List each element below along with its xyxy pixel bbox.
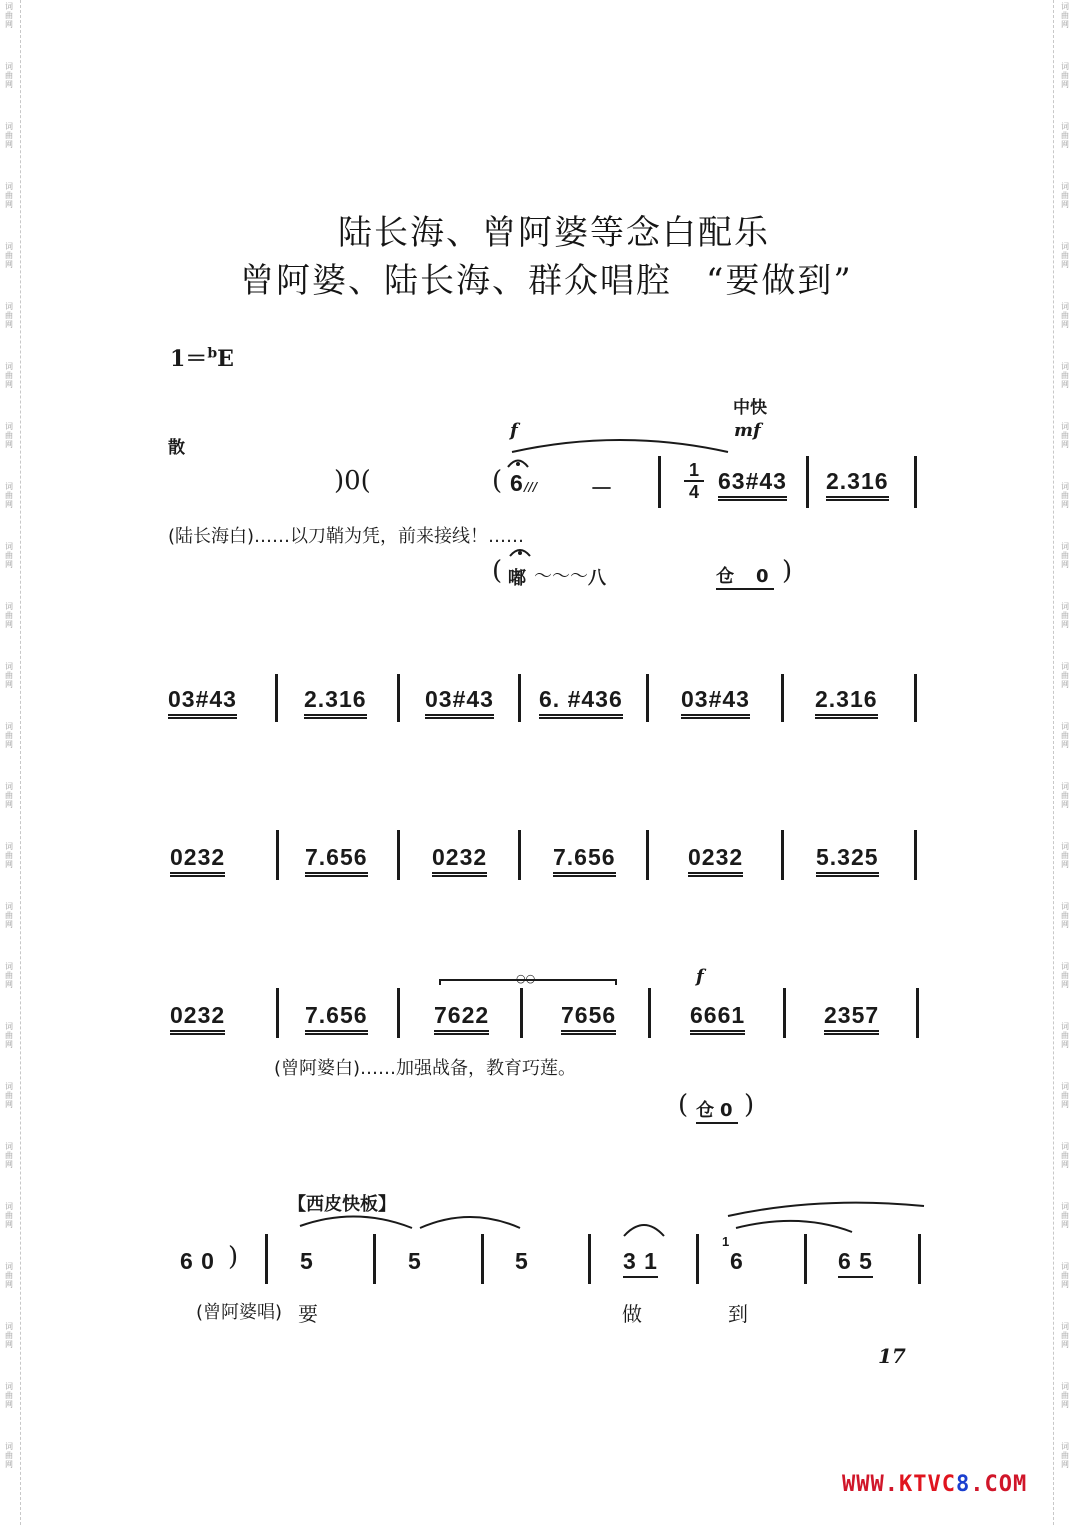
watermark-char: 曲 <box>1061 251 1069 260</box>
time-sig-numerator: 1 <box>684 460 704 482</box>
watermark-char: 词 <box>5 1322 13 1331</box>
watermark-char: 词 <box>1061 1262 1069 1271</box>
perc-open-paren: ( <box>492 556 503 586</box>
barline <box>918 1234 921 1284</box>
watermark-char: 词 <box>5 542 13 551</box>
tempo-mark: 中快 <box>733 398 767 418</box>
measure-l4-4: 7656 <box>561 1002 616 1035</box>
watermark-char: 曲 <box>1061 911 1069 920</box>
slur-5c <box>624 1225 664 1236</box>
fermata-dot-2 <box>518 551 522 555</box>
sustain-dash: － <box>590 475 614 501</box>
barline <box>914 830 917 880</box>
watermark-char: 词 <box>1061 2 1069 11</box>
watermark-char: 网 <box>1061 1340 1069 1349</box>
watermark-char: 网 <box>5 200 13 209</box>
perc-zero: 0 <box>756 566 769 587</box>
perc-du: 嘟 <box>508 568 526 589</box>
watermark-char: 曲 <box>1061 671 1069 680</box>
watermark-char: 网 <box>1061 200 1069 209</box>
measure-l4-1: 0232 <box>170 1002 225 1035</box>
watermark-char: 网 <box>1061 920 1069 929</box>
watermark-char: 网 <box>1061 320 1069 329</box>
slur-5b <box>420 1217 520 1228</box>
watermark-char: 词 <box>5 62 13 71</box>
measure-l2-6: 2.316 <box>815 686 878 719</box>
perc-cang-2: 仓 <box>696 1100 714 1121</box>
watermark-char: 词 <box>5 902 13 911</box>
barline <box>648 988 651 1038</box>
watermark-char: 网 <box>1061 1400 1069 1409</box>
watermark-char: 网 <box>1061 980 1069 989</box>
watermark-char: 词 <box>1061 62 1069 71</box>
watermark-char: 曲 <box>1061 431 1069 440</box>
barline <box>518 830 521 880</box>
grace-note: 1 <box>722 1234 731 1249</box>
measure-l3-6: 5.325 <box>816 844 879 877</box>
watermark-char: 网 <box>1061 560 1069 569</box>
watermark-char: 网 <box>5 140 13 149</box>
watermark-char: 网 <box>5 620 13 629</box>
watermark-char: 曲 <box>1061 131 1069 140</box>
measure-l5-1: 5 <box>300 1248 314 1274</box>
watermark-char: 词 <box>5 182 13 191</box>
dynamic-mf: mf <box>734 420 761 441</box>
intro-open-paren: ( <box>492 466 503 496</box>
watermark-char: 网 <box>1061 20 1069 29</box>
watermark-char: 词 <box>1061 962 1069 971</box>
perc-cang-group-2 <box>696 1096 738 1124</box>
measure-l2-2: 2.316 <box>304 686 367 719</box>
slur-5d <box>728 1203 924 1216</box>
dynamic-f-2: f <box>696 966 704 987</box>
watermark-char: 词 <box>1061 1142 1069 1151</box>
barline <box>658 456 661 508</box>
measure-l2-5: 03#43 <box>681 686 750 719</box>
watermark-char: 网 <box>5 1400 13 1409</box>
watermark-char: 词 <box>5 1082 13 1091</box>
watermark-char: 曲 <box>5 791 13 800</box>
site-ktvc: KTVC <box>898 1472 956 1497</box>
watermark-char: 词 <box>5 2 13 11</box>
watermark-char: 曲 <box>5 371 13 380</box>
fermata-dot-1 <box>516 462 520 466</box>
watermark-char: 曲 <box>1061 1331 1069 1340</box>
measure-l5-4: 3 1 <box>623 1248 658 1278</box>
watermark-char: 词 <box>1061 602 1069 611</box>
watermark-char: 词 <box>5 602 13 611</box>
lead-close-paren: ) <box>228 1242 239 1272</box>
section-label-xipi: 【西皮快板】 <box>288 1194 396 1215</box>
watermark-char: 网 <box>5 500 13 509</box>
watermark-char: 曲 <box>1061 1391 1069 1400</box>
watermark-char: 曲 <box>1061 1211 1069 1220</box>
watermark-char: 网 <box>1061 860 1069 869</box>
watermark-char: 网 <box>5 920 13 929</box>
watermark-char: 词 <box>1061 122 1069 131</box>
site-www: WWW. <box>842 1472 899 1497</box>
watermark-char: 曲 <box>5 71 13 80</box>
perc-ba: 八 <box>588 568 606 589</box>
watermark-char: 网 <box>1061 1460 1069 1469</box>
perc-roll: ～～～ <box>534 566 588 587</box>
watermark-char: 曲 <box>1061 731 1069 740</box>
watermark-char: 曲 <box>1061 1151 1069 1160</box>
watermark-char: 曲 <box>1061 551 1069 560</box>
singer-label: (曾阿婆唱) <box>196 1302 283 1323</box>
measure-l4-2: 7.656 <box>305 1002 368 1035</box>
fermata-note: 6 <box>510 470 524 496</box>
watermark-char: 曲 <box>5 131 13 140</box>
watermark-char: 网 <box>5 260 13 269</box>
watermark-char: 词 <box>1061 362 1069 371</box>
barline <box>275 674 278 722</box>
watermark-char: 词 <box>1061 902 1069 911</box>
barline <box>696 1234 699 1284</box>
watermark-char: 词 <box>5 722 13 731</box>
perc-cang: 仓 <box>716 566 734 587</box>
watermark-char: 曲 <box>1061 1271 1069 1280</box>
watermark-char: 网 <box>1061 440 1069 449</box>
measure-l2-4: 6. #436 <box>539 686 623 719</box>
watermark-char: 词 <box>1061 242 1069 251</box>
watermark-char: 曲 <box>5 1451 13 1460</box>
watermark-char: 网 <box>5 1340 13 1349</box>
watermark-char: 曲 <box>1061 71 1069 80</box>
watermark-char: 词 <box>1061 662 1069 671</box>
watermark-char: 词 <box>1061 1022 1069 1031</box>
page-number: 17 <box>878 1344 906 1368</box>
watermark-char: 网 <box>5 860 13 869</box>
site-com: .COM <box>970 1472 1028 1497</box>
watermark-char: 词 <box>1061 782 1069 791</box>
watermark-char: 词 <box>5 362 13 371</box>
watermark-char: 网 <box>5 1220 13 1229</box>
watermark-char: 词 <box>5 1442 13 1451</box>
watermark-char: 词 <box>5 1262 13 1271</box>
barline <box>588 1234 591 1284</box>
measure-l5-3: 5 <box>515 1248 529 1274</box>
slur-5a <box>300 1216 412 1228</box>
watermark-char: 曲 <box>5 671 13 680</box>
barline <box>646 830 649 880</box>
watermark-char: 曲 <box>5 1391 13 1400</box>
watermark-char: 曲 <box>5 1331 13 1340</box>
rubato-mark: 散 <box>168 438 185 458</box>
measure-l5-5: 6 <box>730 1248 744 1274</box>
watermark-char: 词 <box>5 782 13 791</box>
barline <box>806 456 809 508</box>
barline <box>916 988 919 1038</box>
watermark-char: 词 <box>1061 1382 1069 1391</box>
measure-l2-1: 03#43 <box>168 686 237 719</box>
watermark-char: 曲 <box>5 611 13 620</box>
watermark-char: 网 <box>5 560 13 569</box>
watermark-char: 曲 <box>5 1211 13 1220</box>
watermark-char: 词 <box>1061 482 1069 491</box>
title-line-2-right: “要做到” <box>706 261 853 301</box>
measure-l3-4: 7.656 <box>553 844 616 877</box>
watermark-char: 词 <box>5 842 13 851</box>
watermark-char: 网 <box>5 680 13 689</box>
watermark-char: 网 <box>5 1160 13 1169</box>
title-line-2-left: 曾阿婆、陆长海、群众唱腔 <box>240 261 672 301</box>
watermark-char: 曲 <box>1061 191 1069 200</box>
watermark-char: 曲 <box>1061 971 1069 980</box>
perc-cang-group <box>716 562 774 590</box>
barline <box>481 1234 484 1284</box>
watermark-char: 网 <box>1061 620 1069 629</box>
watermark-char: 词 <box>1061 422 1069 431</box>
watermark-char: 曲 <box>5 851 13 860</box>
barline <box>276 988 279 1038</box>
key-accidental: b <box>207 345 218 362</box>
watermark-char: 网 <box>5 20 13 29</box>
barline <box>781 674 784 722</box>
watermark-char: 网 <box>1061 140 1069 149</box>
watermark-char: 词 <box>5 1022 13 1031</box>
barline <box>646 674 649 722</box>
speech-zeng-apo: (曾阿婆白)……加强战备，教育巧莲。 <box>274 1058 577 1079</box>
barline <box>397 674 400 722</box>
watermark-char: 网 <box>5 1100 13 1109</box>
repeat-mark: ○○ <box>516 972 536 985</box>
watermark-char: 网 <box>1061 1280 1069 1289</box>
watermark-char: 词 <box>5 242 13 251</box>
barline <box>397 988 400 1038</box>
measure-l4-5: 6661 <box>690 1002 745 1035</box>
watermark-char: 曲 <box>5 551 13 560</box>
watermark-char: 曲 <box>1061 611 1069 620</box>
perc-open-paren-2: ( <box>678 1090 689 1120</box>
watermark-char: 曲 <box>5 1091 13 1100</box>
measure-l4-6: 2357 <box>824 1002 879 1035</box>
perc-close-paren: ) <box>782 556 793 586</box>
watermark-char: 曲 <box>5 431 13 440</box>
watermark-char: 网 <box>1061 800 1069 809</box>
watermark-char: 网 <box>1061 1160 1069 1169</box>
time-sig-denominator: 4 <box>688 482 699 502</box>
measure-l3-2: 7.656 <box>305 844 368 877</box>
watermark-char: 曲 <box>5 1151 13 1160</box>
watermark-char: 词 <box>1061 722 1069 731</box>
slur-intro <box>512 440 728 452</box>
watermark-char: 词 <box>1061 182 1069 191</box>
watermark-char: 词 <box>1061 842 1069 851</box>
watermark-char: 网 <box>5 440 13 449</box>
watermark-char: 曲 <box>1061 791 1069 800</box>
watermark-char: 词 <box>5 482 13 491</box>
watermark-char: 曲 <box>1061 311 1069 320</box>
watermark-char: 词 <box>1061 1202 1069 1211</box>
barline <box>914 456 917 508</box>
watermark-char: 网 <box>1061 1220 1069 1229</box>
intro-rest: )0( <box>334 466 371 496</box>
barline <box>781 830 784 880</box>
watermark-char: 网 <box>1061 680 1069 689</box>
watermark-char: 曲 <box>5 731 13 740</box>
watermark-char: 曲 <box>5 251 13 260</box>
watermark-char: 曲 <box>1061 11 1069 20</box>
watermark-char: 词 <box>5 302 13 311</box>
dynamic-f: f <box>510 420 518 441</box>
watermark-char: 曲 <box>5 191 13 200</box>
site-8: 8 <box>955 1472 971 1497</box>
watermark-char: 网 <box>5 740 13 749</box>
measure-l4-3: 7622 <box>434 1002 489 1035</box>
key-note: E <box>217 346 234 372</box>
barline <box>518 674 521 722</box>
watermark-char: 词 <box>1061 1442 1069 1451</box>
measure-l3-1: 0232 <box>170 844 225 877</box>
watermark-char: 曲 <box>1061 491 1069 500</box>
measure-l3-5: 0232 <box>688 844 743 877</box>
barline <box>804 1234 807 1284</box>
barline <box>276 830 279 880</box>
watermark-char: 曲 <box>5 491 13 500</box>
watermark-char: 曲 <box>1061 1031 1069 1040</box>
time-signature <box>684 460 704 502</box>
barline <box>265 1234 268 1284</box>
watermark-char: 网 <box>5 1040 13 1049</box>
lyric-dao: 到 <box>728 1302 748 1326</box>
measure-l1-2: 2.316 <box>826 468 889 501</box>
watermark-char: 网 <box>5 980 13 989</box>
barline <box>783 988 786 1038</box>
watermark-char: 网 <box>5 1280 13 1289</box>
lyric-zuo: 做 <box>622 1302 642 1326</box>
watermark-char: 曲 <box>5 311 13 320</box>
watermark-char: 曲 <box>1061 851 1069 860</box>
measure-l1-1: 63#43 <box>718 468 787 501</box>
watermark-char: 词 <box>1061 302 1069 311</box>
barline <box>520 988 523 1038</box>
lead-notes: 6 0 <box>180 1248 215 1274</box>
watermark-char: 网 <box>1061 1100 1069 1109</box>
watermark-char: 曲 <box>1061 1091 1069 1100</box>
watermark-char: 曲 <box>5 911 13 920</box>
watermark-char: 词 <box>5 1382 13 1391</box>
lyric-yao: 要 <box>298 1302 318 1326</box>
watermark-char: 网 <box>1061 740 1069 749</box>
watermark-char: 曲 <box>5 971 13 980</box>
measure-l5-6: 6 5 <box>838 1248 873 1278</box>
measure-l2-3: 03#43 <box>425 686 494 719</box>
watermark-char: 词 <box>5 422 13 431</box>
tremolo-mark: /// <box>524 480 538 494</box>
barline <box>373 1234 376 1284</box>
watermark-char: 词 <box>1061 1322 1069 1331</box>
watermark-char: 网 <box>1061 1040 1069 1049</box>
watermark-char: 网 <box>5 80 13 89</box>
measure-l3-3: 0232 <box>432 844 487 877</box>
key-prefix: 1＝ <box>170 346 208 372</box>
watermark-char: 曲 <box>5 11 13 20</box>
watermark-char: 曲 <box>5 1271 13 1280</box>
barline <box>397 830 400 880</box>
watermark-char: 词 <box>5 122 13 131</box>
watermark-char: 网 <box>5 1460 13 1469</box>
speech-lu-changhai: (陆长海白)……以刀鞘为凭，前来接线！…… <box>168 526 525 547</box>
watermark-char: 网 <box>1061 500 1069 509</box>
watermark-char: 曲 <box>5 1031 13 1040</box>
watermark-char: 网 <box>5 800 13 809</box>
perc-close-paren-2: ) <box>744 1090 755 1120</box>
watermark-char: 网 <box>1061 380 1069 389</box>
watermark-char: 词 <box>1061 1082 1069 1091</box>
site-watermark[interactable] <box>842 1472 1027 1497</box>
watermark-char: 曲 <box>1061 1451 1069 1460</box>
watermark-char: 网 <box>5 380 13 389</box>
title-line-1: 陆长海、曾阿婆等念白配乐 <box>338 213 770 253</box>
watermark-char: 网 <box>1061 80 1069 89</box>
watermark-char: 词 <box>1061 542 1069 551</box>
watermark-char: 词 <box>5 962 13 971</box>
watermark-char: 曲 <box>1061 371 1069 380</box>
watermark-char: 词 <box>5 1202 13 1211</box>
watermark-char: 网 <box>5 320 13 329</box>
watermark-char: 网 <box>1061 260 1069 269</box>
perc-zero-2: 0 <box>720 1100 733 1121</box>
measure-l5-2: 5 <box>408 1248 422 1274</box>
watermark-char: 词 <box>5 662 13 671</box>
barline <box>914 674 917 722</box>
watermark-char: 词 <box>5 1142 13 1151</box>
slur-5e <box>736 1221 852 1232</box>
